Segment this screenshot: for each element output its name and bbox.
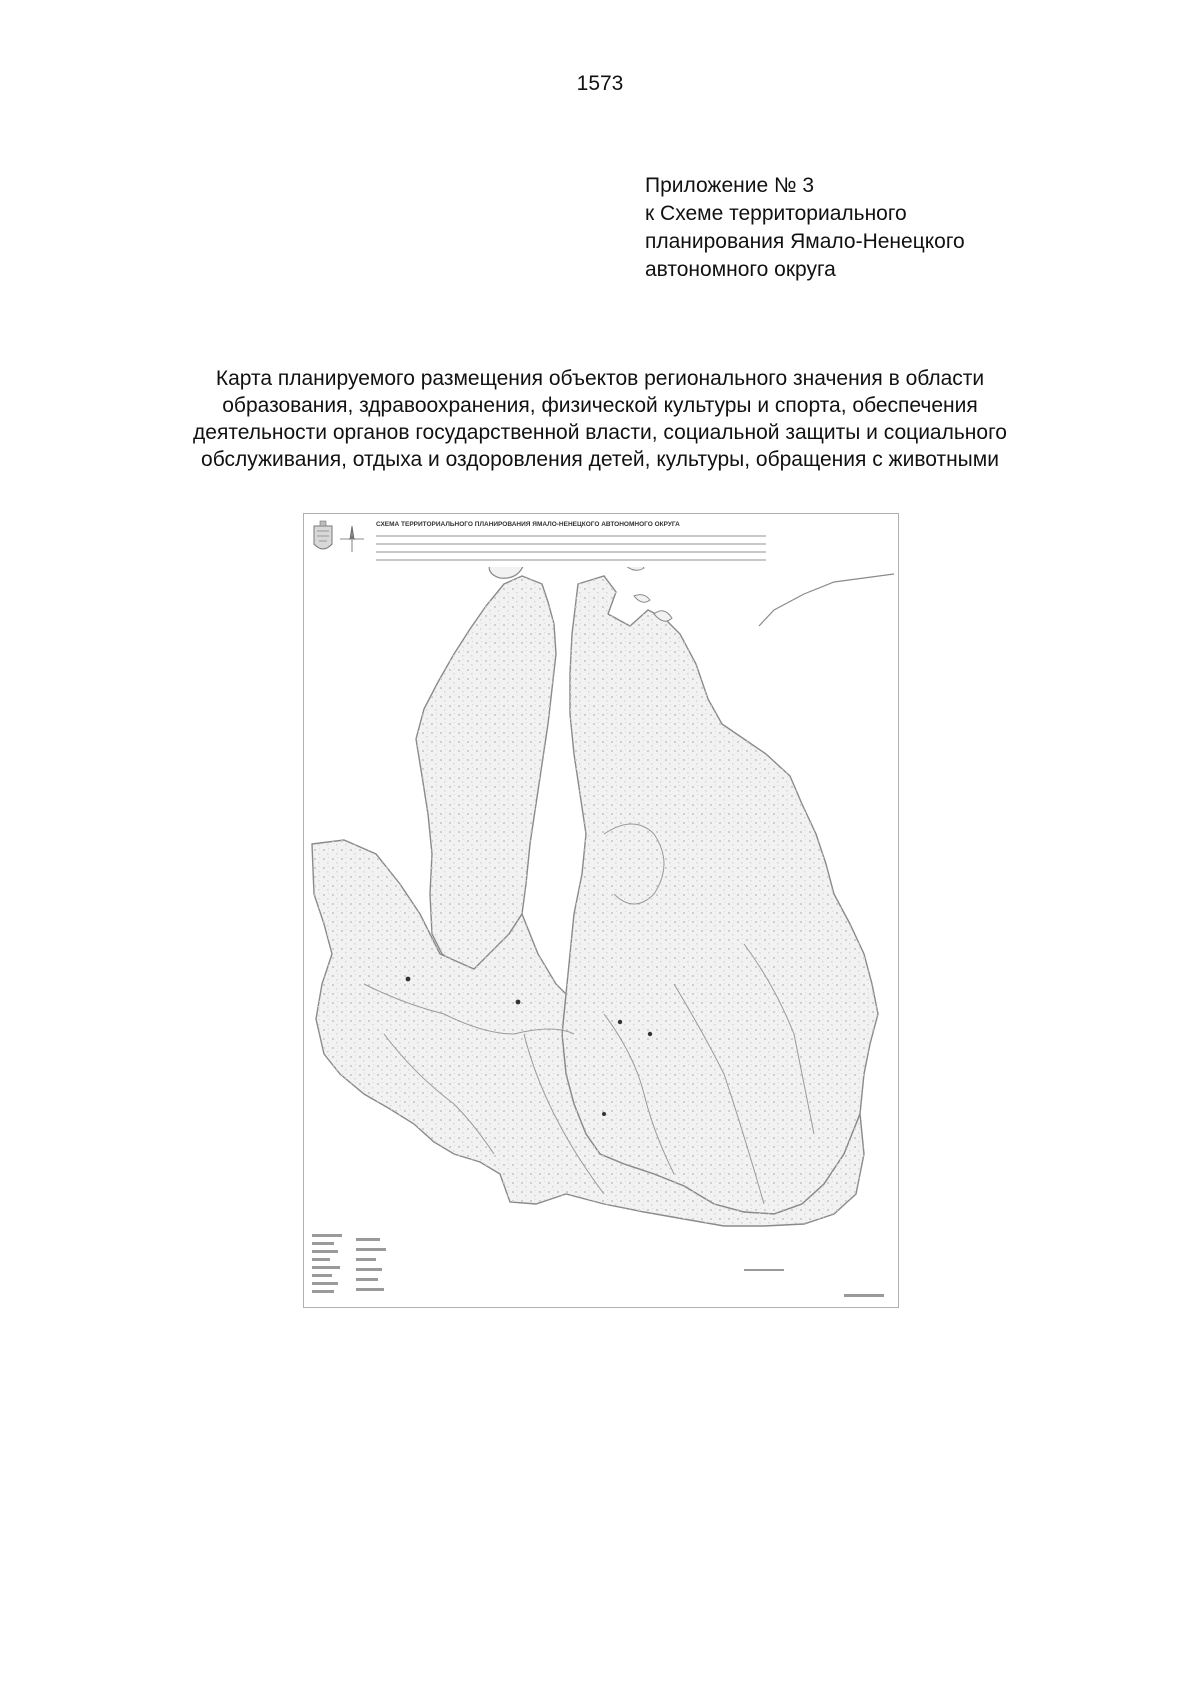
island — [634, 595, 650, 603]
appendix-line: к Схеме территориального — [645, 202, 907, 225]
appendix-line: планирования Ямало-Ненецкого — [645, 230, 965, 253]
page-number: 1573 — [576, 72, 624, 95]
map-drawing — [304, 514, 898, 1307]
title-line: деятельности органов государственной власти, социальной защиты и социального — [193, 421, 1007, 444]
map-image — [303, 513, 899, 1308]
document-title — [100, 365, 1100, 473]
compass-rose-icon — [340, 526, 364, 552]
map-header-subtitle — [376, 533, 766, 567]
scale-bar — [744, 1269, 884, 1297]
map-header-title: СХЕМА ТЕРРИТОРИАЛЬНОГО ПЛАНИРОВАНИЯ ЯМАЛО-НЕНЕЦКОГО АВТОНОМНОГО ОКРУГА — [376, 521, 680, 528]
legend — [312, 1234, 386, 1293]
eastern-border — [759, 574, 894, 626]
appendix-block — [645, 172, 1165, 284]
title-line: образования, здравоохранения, физической культуры и спорта, обеспечения — [222, 394, 978, 417]
map-header — [376, 521, 881, 567]
appendix-line: автономного округа — [645, 258, 836, 281]
coat-of-arms-icon — [314, 521, 332, 549]
title-line: обслуживания, отдыха и оздоровления детей, культуры, обращения с животными — [201, 448, 999, 471]
title-line: Карта планируемого размещения объектов регионального значения в области — [215, 367, 985, 390]
appendix-line: Приложение № 3 — [645, 174, 815, 197]
